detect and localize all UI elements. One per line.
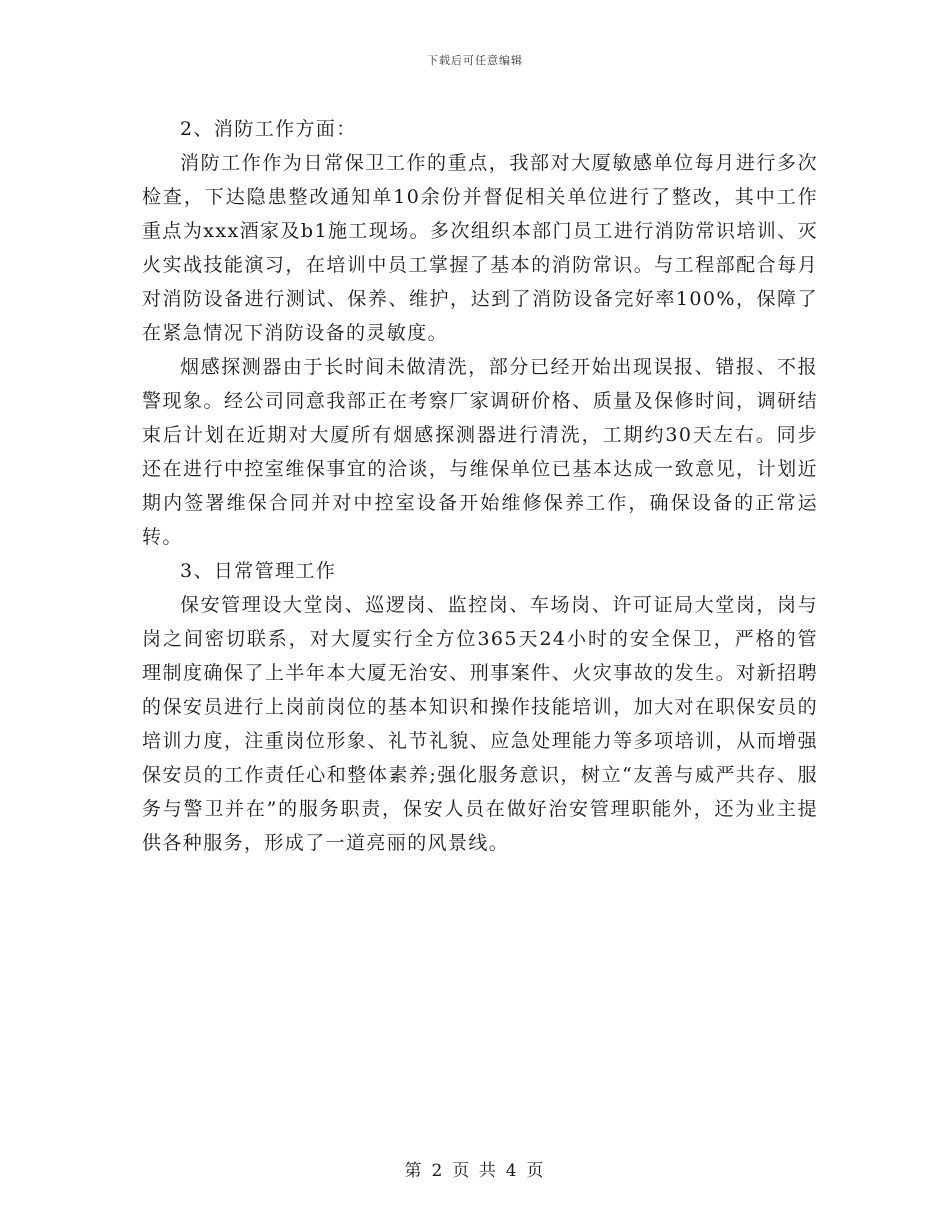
page-total: 4 [505,1161,519,1181]
page-footer [0,1156,950,1181]
document-body [142,112,818,860]
section-heading-daily-management: 3、日常管理工作 [180,560,337,582]
page-suffix: 页 [526,1161,546,1181]
paragraph-fire-safety-work: 消防工作作为日常保卫工作的重点，我部对大厦敏感单位每月进行多次检查，下达隐患整改通知单10余份并督促相关单位进行了整改，其中工作重点为xxx酒家及b1施工现场。多次组织本部门员工进行消防常识培训、灭火实战技能演习，在培训中员工掌握了基本的消防常识。与工程部配合每月对消防设备进行测试、保养、维护，达到了消防设备完好率100%，保障了在紧急情况下消防设备的灵敏度。 [142,152,818,344]
page-prefix: 第 [404,1161,424,1181]
paragraph-security-management: 保安管理设大堂岗、巡逻岗、监控岗、车场岗、许可证局大堂岗，岗与岗之间密切联系，对大厦实行全方位365天24小时的安全保卫，严格的管理制度确保了上半年本大厦无治安、刑事案件、火灾事故的发生。对新招聘的保安员进行上岗前岗位的基本知识和操作技能培训，加大对在职保安员的培训力度，注重岗位形象、礼节礼貌、应急处理能力等多项培训，从而增强保安员的工作责任心和整体素养;强化服务意识，树立“友善与威严共存、服务与警卫并在”的服务职责，保安人员在做好治安管理职能外，还为业主提供各种服务，形成了一道亮丽的风景线。 [142,594,818,854]
section-heading-fire-safety: 2、消防工作方面： [180,118,357,140]
page-mid: 页 共 [452,1161,498,1181]
paragraph-smoke-detectors: 烟感探测器由于长时间未做清洗，部分已经开始出现误报、错报、不报警现象。经公司同意我部正在考察厂家调研价格、质量及保修时间，调研结束后计划在近期对大厦所有烟感探测器进行清洗，工期约30天左右。同步还在进行中控室维保事宜的洽谈，与维保单位已基本达成一致意见，计划近期内签署维保合同并对中控室设备开始维修保养工作，确保设备的正常运转。 [142,356,818,548]
header-note: 下载后可任意编辑 [427,54,523,67]
page-current: 2 [431,1161,445,1181]
